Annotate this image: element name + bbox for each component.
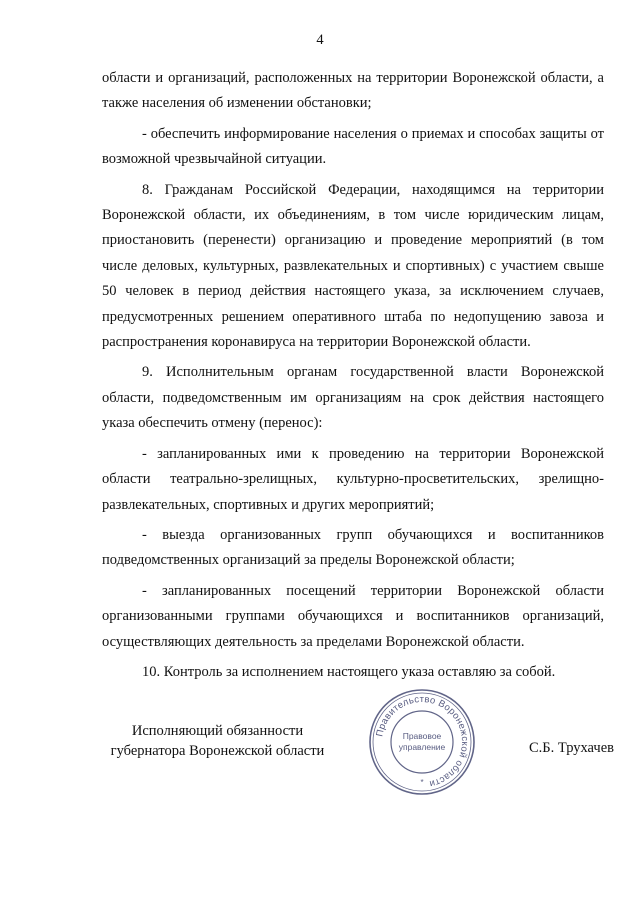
paragraph-planned-events: - запланированных ими к проведению на территории Воронежской области театрально-зрелищных, культурно-просветительских, зрелищно-развлекательных, спортивных и других мероприятий; [102,445,604,513]
signatory-position [100,721,335,761]
signatory-position-line2: губернатора Воронежской области [110,743,325,759]
seal-outer-text: Правительство Воронежской области [374,693,471,790]
paragraph-group-trips: - выезда организованных групп обучающихся и воспитанников подведомственных организаций за пределы Воронежской области; [102,526,604,569]
signature-block [0,693,640,816]
official-seal-stamp [368,688,476,796]
seal-inner-line2: управление [398,742,446,752]
paragraph-item-9: 9. Исполнительным органам государственной власти Воронежской области, подведомственным им организациям на срок действия настоящего указа обеспечить отмену (перенос): [102,364,604,432]
paragraph-item-10: 10. Контроль за исполнением настоящего указа оставляю за собой. [142,663,556,680]
paragraph-planned-visits: - запланированных посещений территории Воронежской области организованными группами обучающихся и воспитанников организаций, осуществляющих деятельность за пределами Воронежской области. [102,582,604,650]
paragraph-item-8: 8. Гражданам Российской Федерации, находящимся на территории Воронежской области, их объединениям, в том числе юридическим лицам, приостановить (перенести) организацию и проведение мероприятий (в том числе деловых, культурных, развлекательных и спортивных) с участием свыше 50 человек в период действия настоящего указа, за исключением случаев, предусмотренных решением оперативного штаба по недопущению завоза и распространения коронавируса на территории Воронежской области. [102,181,604,351]
paragraph-inform-population: - обеспечить информирование населения о приемах и способах защиты от возможной чрезвычайной ситуации. [102,125,604,168]
paragraph-continuation: области и организаций, расположенных на территории Воронежской области, а также населения об изменении обстановки; [102,70,604,112]
seal-star: * [420,778,424,787]
page-number: 4 [316,32,324,48]
seal-inner-line1: Правовое [402,731,442,741]
signatory-position-line1: Исполняющий обязанности [131,723,304,739]
document-body [102,66,604,685]
signatory-name: С.Б. Трухачев [529,740,614,756]
